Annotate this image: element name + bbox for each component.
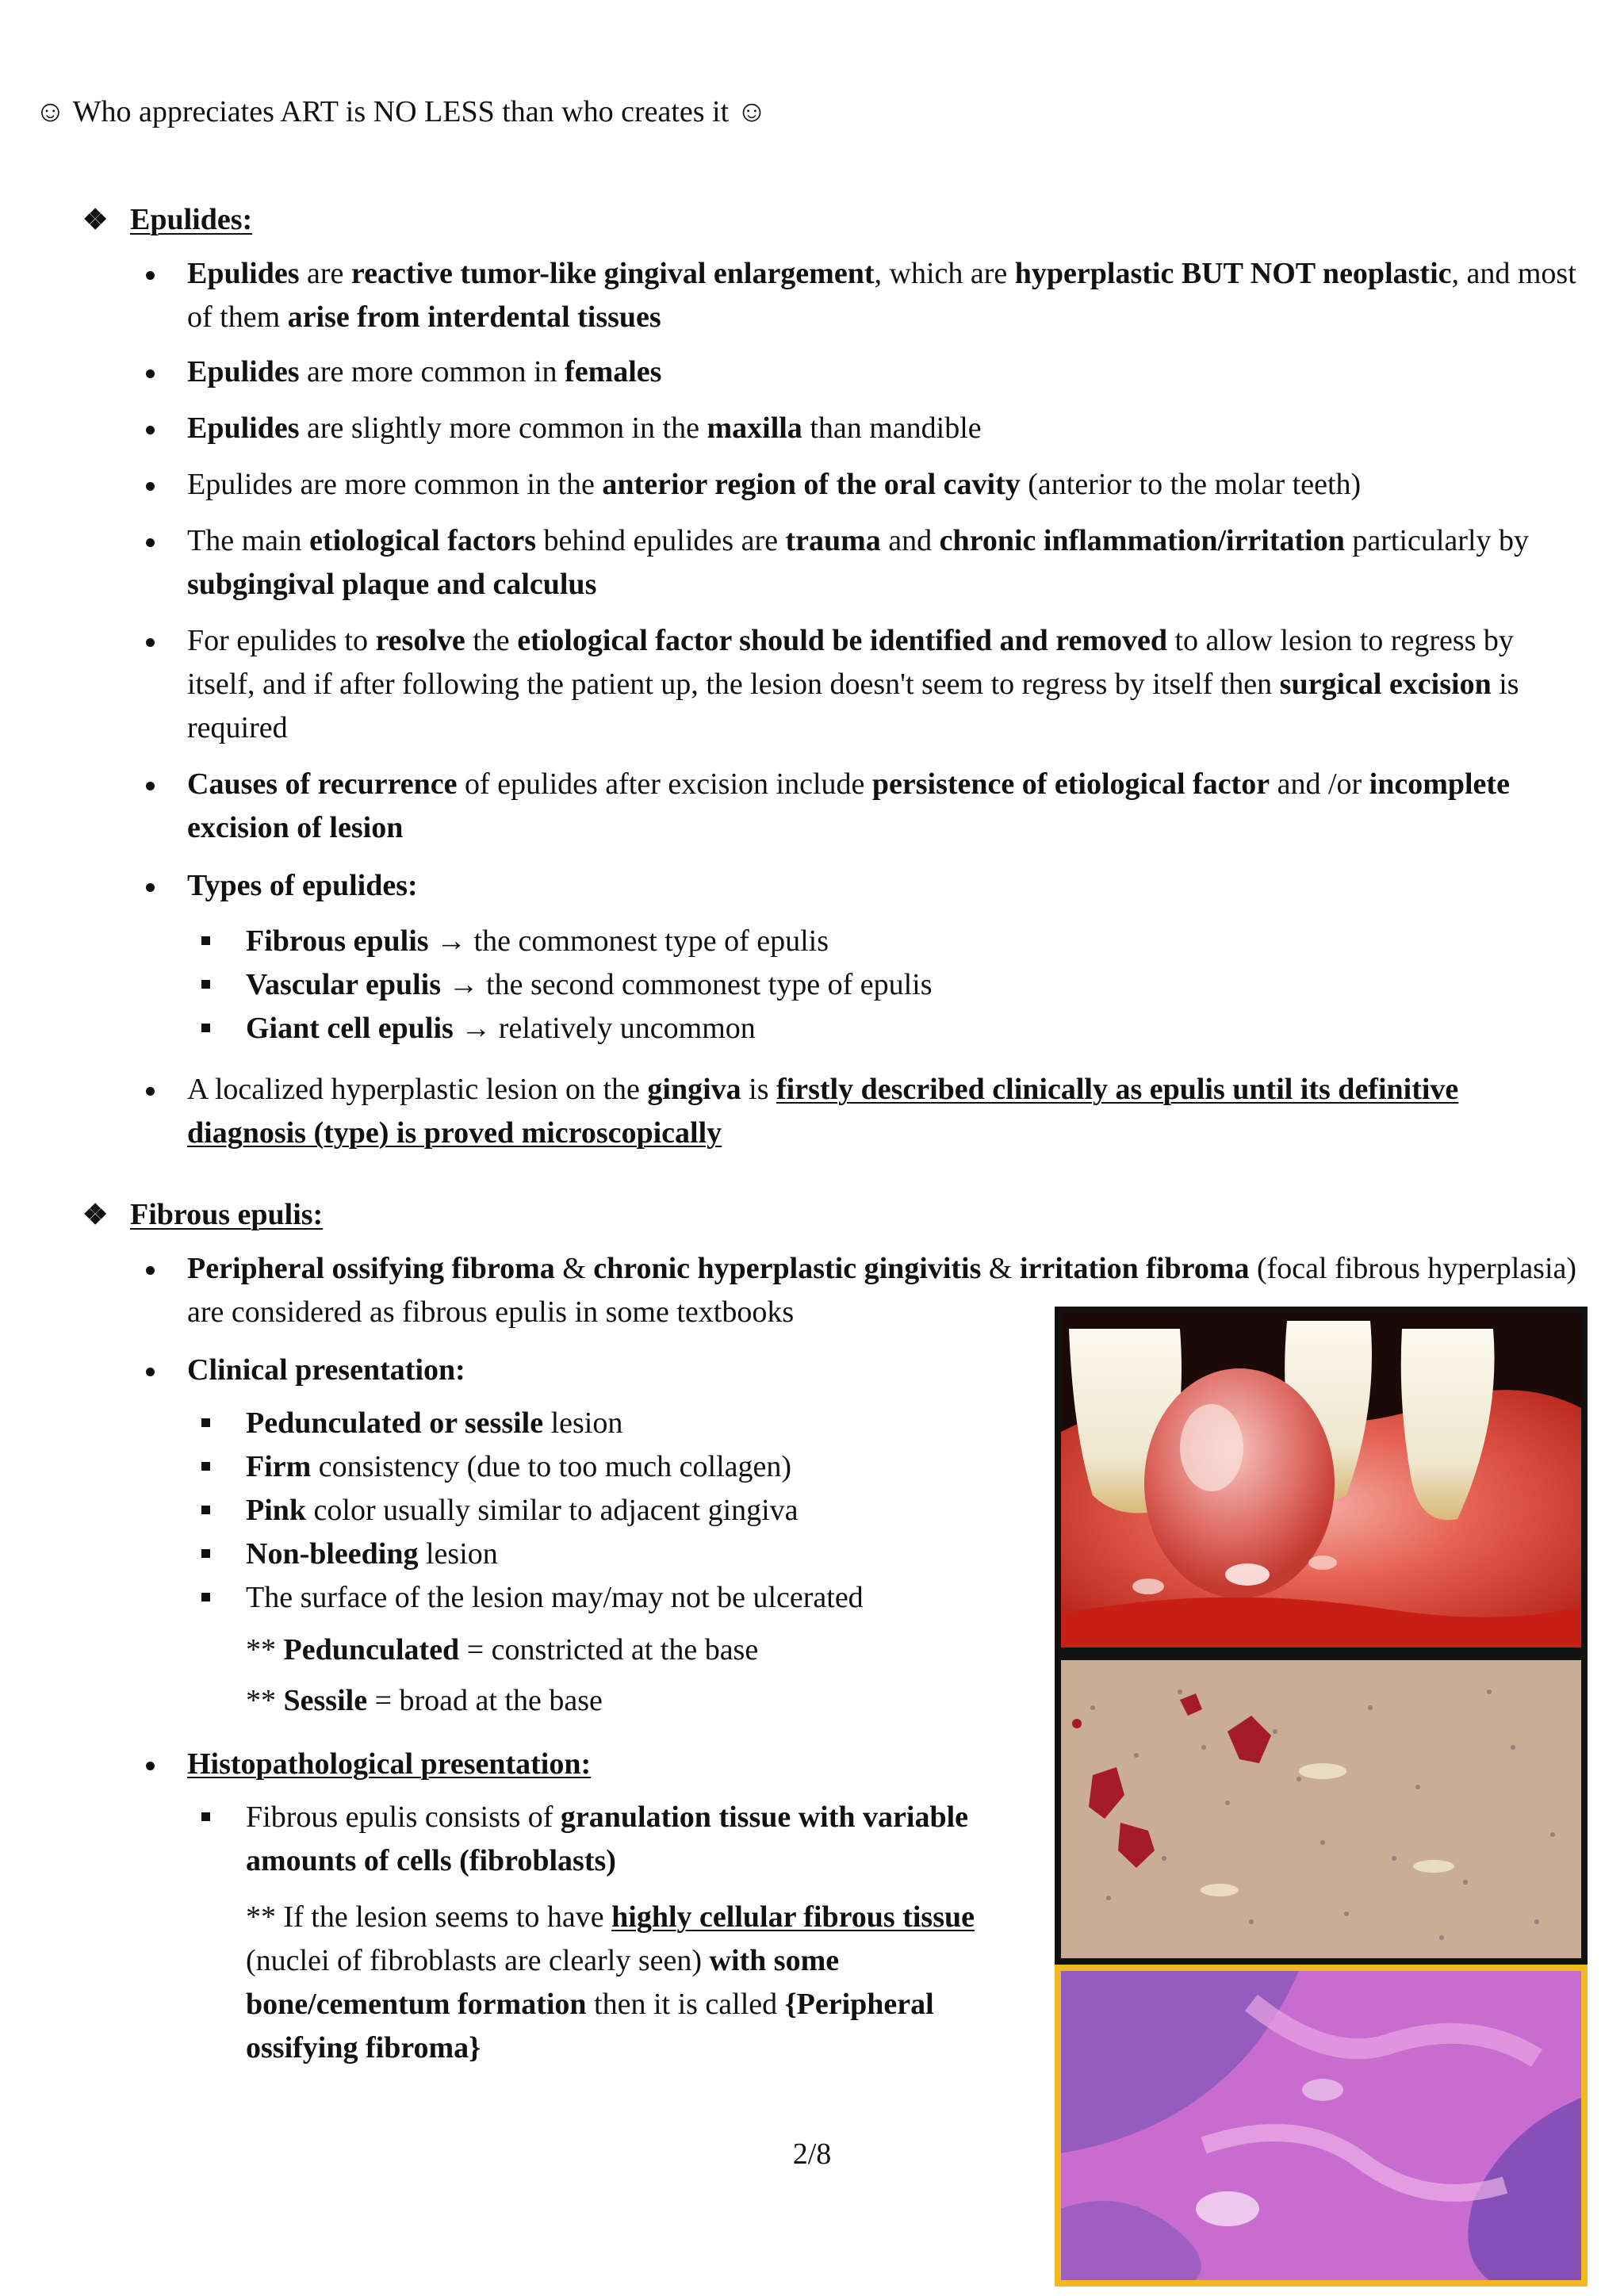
clinical-feature-item: Pedunculated or sessile lesion [246, 1402, 622, 1445]
clinical-feature-item: Non-bleeding lesion [246, 1533, 498, 1576]
histology-photo-granulation-tissue [1055, 1654, 1588, 1965]
right-arrow-icon: → [441, 968, 487, 1001]
right-arrow-icon: → [453, 1012, 499, 1045]
clinical-feature-item: Firm consistency (due to too much collagen) [246, 1445, 791, 1489]
list-item: Histopathological presentation: [187, 1743, 1061, 1786]
clinical-feature-item: Pink color usually similar to adjacent gingiva [246, 1489, 799, 1533]
epulis-type-item: Fibrous epulis → the commonest type of epulis [246, 920, 829, 963]
epulis-type-item: Giant cell epulis → relatively uncommon [246, 1007, 756, 1050]
list-item: Epulides are more common in the anterior region of the oral cavity (anterior to the molar teeth) [187, 463, 1580, 507]
clinical-feature-item: The surface of the lesion may/may not be ulcerated [246, 1576, 864, 1620]
diamond-bullet-icon: ❖ [82, 204, 109, 235]
header-motto: ☺ Who appreciates ART is NO LESS than who creates it ☺ [35, 95, 768, 128]
definition-note: ** Sessile = broad at the base [246, 1684, 603, 1717]
section-heading-fibrous-epulis: ❖ Fibrous epulis: [82, 1193, 323, 1237]
section-heading-epulides: ❖ Epulides: [82, 198, 252, 242]
histology-photo-ossifying-fibroma [1055, 1965, 1588, 2286]
list-item: Causes of recurrence of epulides after excision include persistence of etiological factor and /or incomplete excision of lesion [187, 763, 1580, 850]
histology-feature-item: Fibrous epulis consists of granulation tissue with variable amounts of cells (fibroblasts) [246, 1796, 998, 1883]
clinical-photo-fibrous-epulis [1055, 1307, 1588, 1654]
diamond-bullet-icon: ❖ [82, 1199, 109, 1230]
list-item: The main etiological factors behind epulides are trauma and chronic inflammation/irritation particularly by subgingival plaque and calculus [187, 519, 1580, 607]
definition-note: ** If the lesion seems to have highly cellular fibrous tissue (nuclei of fibroblasts are clearly seen) with some bone/cementum formation then it is called {Peripheral ossifying fibroma} [246, 1900, 975, 2065]
list-item: Epulides are slightly more common in the maxilla than mandible [187, 407, 1580, 450]
page-number: 2/8 [792, 2137, 832, 2171]
list-item: A localized hyperplastic lesion on the gingiva is firstly described clinically as epulis until its definitive diagnosis (type) is proved microscopically [187, 1068, 1580, 1155]
list-item: Epulides are reactive tumor-like gingival enlargement, which are hyperplastic BUT NOT neoplastic, and most of them arise from interdental tissues [187, 252, 1580, 339]
list-item: For epulides to resolve the etiological factor should be identified and removed to allow lesion to regress by itself, and if after following the patient up, the lesion doesn't seem to regress by itself then surgical excision is required [187, 619, 1580, 750]
right-arrow-icon: → [428, 924, 474, 958]
list-item: Peripheral ossifying fibroma & chronic hyperplastic gingivitis & irritation fibroma (focal fibrous hyperplasia) are considered as fibrous epulis in some textbooks [187, 1247, 1580, 1334]
epulis-type-item: Vascular epulis → the second commonest type of epulis [246, 963, 933, 1007]
list-item: Types of epulides: [187, 864, 1580, 908]
definition-note: ** Pedunculated = constricted at the base [246, 1633, 759, 1667]
list-item: Epulides are more common in females [187, 350, 1580, 394]
list-item: Clinical presentation: [187, 1349, 1061, 1392]
